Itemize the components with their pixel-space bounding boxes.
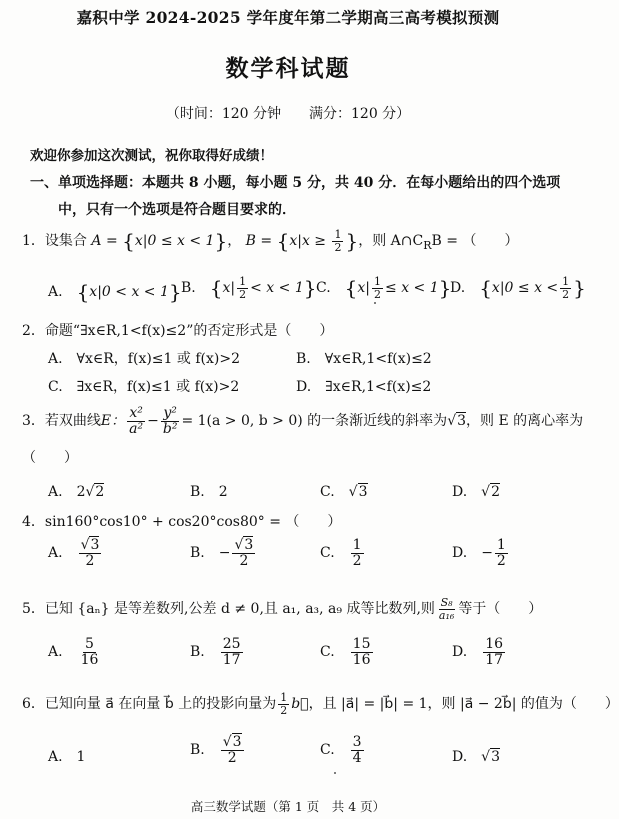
set-b-name: B: [245, 233, 256, 250]
time-info: （时间：120 分钟 满分：120 分）: [165, 106, 411, 122]
q2-option-c[interactable]: C. ∃x∈R，f(x)≤1 或 f(x)>2: [48, 379, 240, 395]
set-b-pre: x|x ≥: [289, 233, 327, 250]
q1-option-d[interactable]: D. {x|0 ≤ x < $\frac{1}{2}$ }: [450, 275, 586, 301]
set-a-body: x|0 ≤ x < 1: [134, 233, 215, 250]
q5-option-d[interactable]: D. $\frac{16}{17}$: [452, 636, 504, 668]
fraction-half: $\frac{1}{2}$: [334, 228, 342, 254]
question-4-stem: 4．sin160°cos10° + cos20°cos80° = （ ）: [22, 514, 342, 530]
q3-option-b[interactable]: B. 2: [190, 484, 228, 500]
q5-option-c[interactable]: C. $\frac{15}{16}$: [320, 636, 371, 668]
q1-option-b[interactable]: B. {x| $\frac{1}{2}$ < x < 1}: [181, 275, 317, 301]
q6-option-b[interactable]: B. $\frac{√3}{2}$: [190, 734, 242, 766]
q4-option-a[interactable]: A. $\frac{√3}{2}$: [48, 537, 100, 569]
q3-option-d[interactable]: D. √2: [452, 484, 501, 500]
q5-option-b[interactable]: B. $\frac{25}{17}$: [190, 636, 241, 668]
q3-option-c[interactable]: C. √3: [320, 484, 368, 500]
q1-option-a[interactable]: A. {x|0 < x < 1}: [48, 280, 182, 304]
question-5-stem: 5．已知 {aₙ} 是等差数列,公差 d ≠ 0,且 a₁, a₃, a₉ 成等比数列,则 $\frac{\text{S₈}}{\text{a₁₆}}$ 等于（ ）: [22, 596, 543, 622]
section1-line1: 一、单项选择题：本题共 8 小题，每小题 5 分，共 40 分．在每小题给出的四个选项: [30, 175, 561, 191]
q2-option-d[interactable]: D. ∃x∈R,1<f(x)≤2: [296, 379, 432, 395]
q2-option-b[interactable]: B. ∀x∈R,1<f(x)≤2: [296, 351, 432, 367]
q6-option-c[interactable]: C. $\frac{3}{4}$: [320, 734, 362, 766]
page-title: 数学科试题: [225, 55, 351, 82]
set-a-name: A: [91, 233, 102, 250]
question-6-stem: 6．已知向量 a⃗ 在向量 b⃗ 上的投影向量为 $\frac{1}{2}$ b⃗，且 |a⃗| = |b⃗| = 1，则 |a⃗ − 2b⃗| 的值为（ ）: [22, 691, 619, 717]
school-header: 嘉积中学 2024-2025 学年度年第二学期高三高考模拟预测: [76, 8, 500, 27]
q4-option-b[interactable]: B. − $\frac{√3}{2}$: [190, 537, 254, 569]
question-number: 1．: [22, 233, 45, 250]
sub-r: R: [423, 238, 432, 252]
page-footer: 高三数学试题（第 1 页 共 4 页）: [190, 799, 386, 814]
q5-option-a[interactable]: A. $\frac{5}{16}$: [48, 636, 99, 668]
question-2-stem: 2．命题“∃x∈R,1<f(x)≤2”的否定形式是（ ）: [22, 323, 334, 339]
q6-option-d[interactable]: D. √3: [452, 749, 501, 765]
q6-option-a[interactable]: A. 1: [48, 749, 86, 765]
question-1-stem: 1．设集合 A = {x|0 ≤ x < 1}， B = {x|x ≥ $\frac{1}{2}$ }，则 $A\cap C_RB$ = （ ）: [22, 228, 519, 254]
q4-option-d[interactable]: D. − $\frac{1}{2}$: [452, 537, 506, 569]
scan-speck: [374, 302, 376, 304]
q2-option-a[interactable]: A. ∀x∈R，f(x)≤1 或 f(x)>2: [48, 351, 240, 367]
question-3-stem: 3．若双曲线E： $\frac{\text{x²}}{\text{a²}}$ − $\frac{\text{y²}}{\text{b²}}$ = 1(a > 0, b > 0) 的一条渐近线的斜率为√3，则 E 的离心率为: [22, 405, 584, 437]
q3-option-a[interactable]: A. 2√2: [48, 484, 105, 500]
q4-option-c[interactable]: C. $\frac{1}{2}$: [320, 537, 362, 569]
q1-ask: ，则 A∩C: [358, 233, 424, 250]
scan-speck: [334, 772, 336, 774]
section1-line2: 中，只有一个选项是符合题目要求的．: [58, 202, 296, 218]
question-3-paren: （ ）: [22, 450, 78, 466]
q1-ask2: B = （ ）: [431, 233, 519, 250]
q1-prefix: 设集合: [44, 233, 87, 250]
q1-option-c[interactable]: C. {x| $\frac{1}{2}$ ≤ x < 1}: [316, 275, 452, 301]
greeting: 欢迎你参加这次测试，祝你取得好成绩！: [30, 148, 273, 164]
